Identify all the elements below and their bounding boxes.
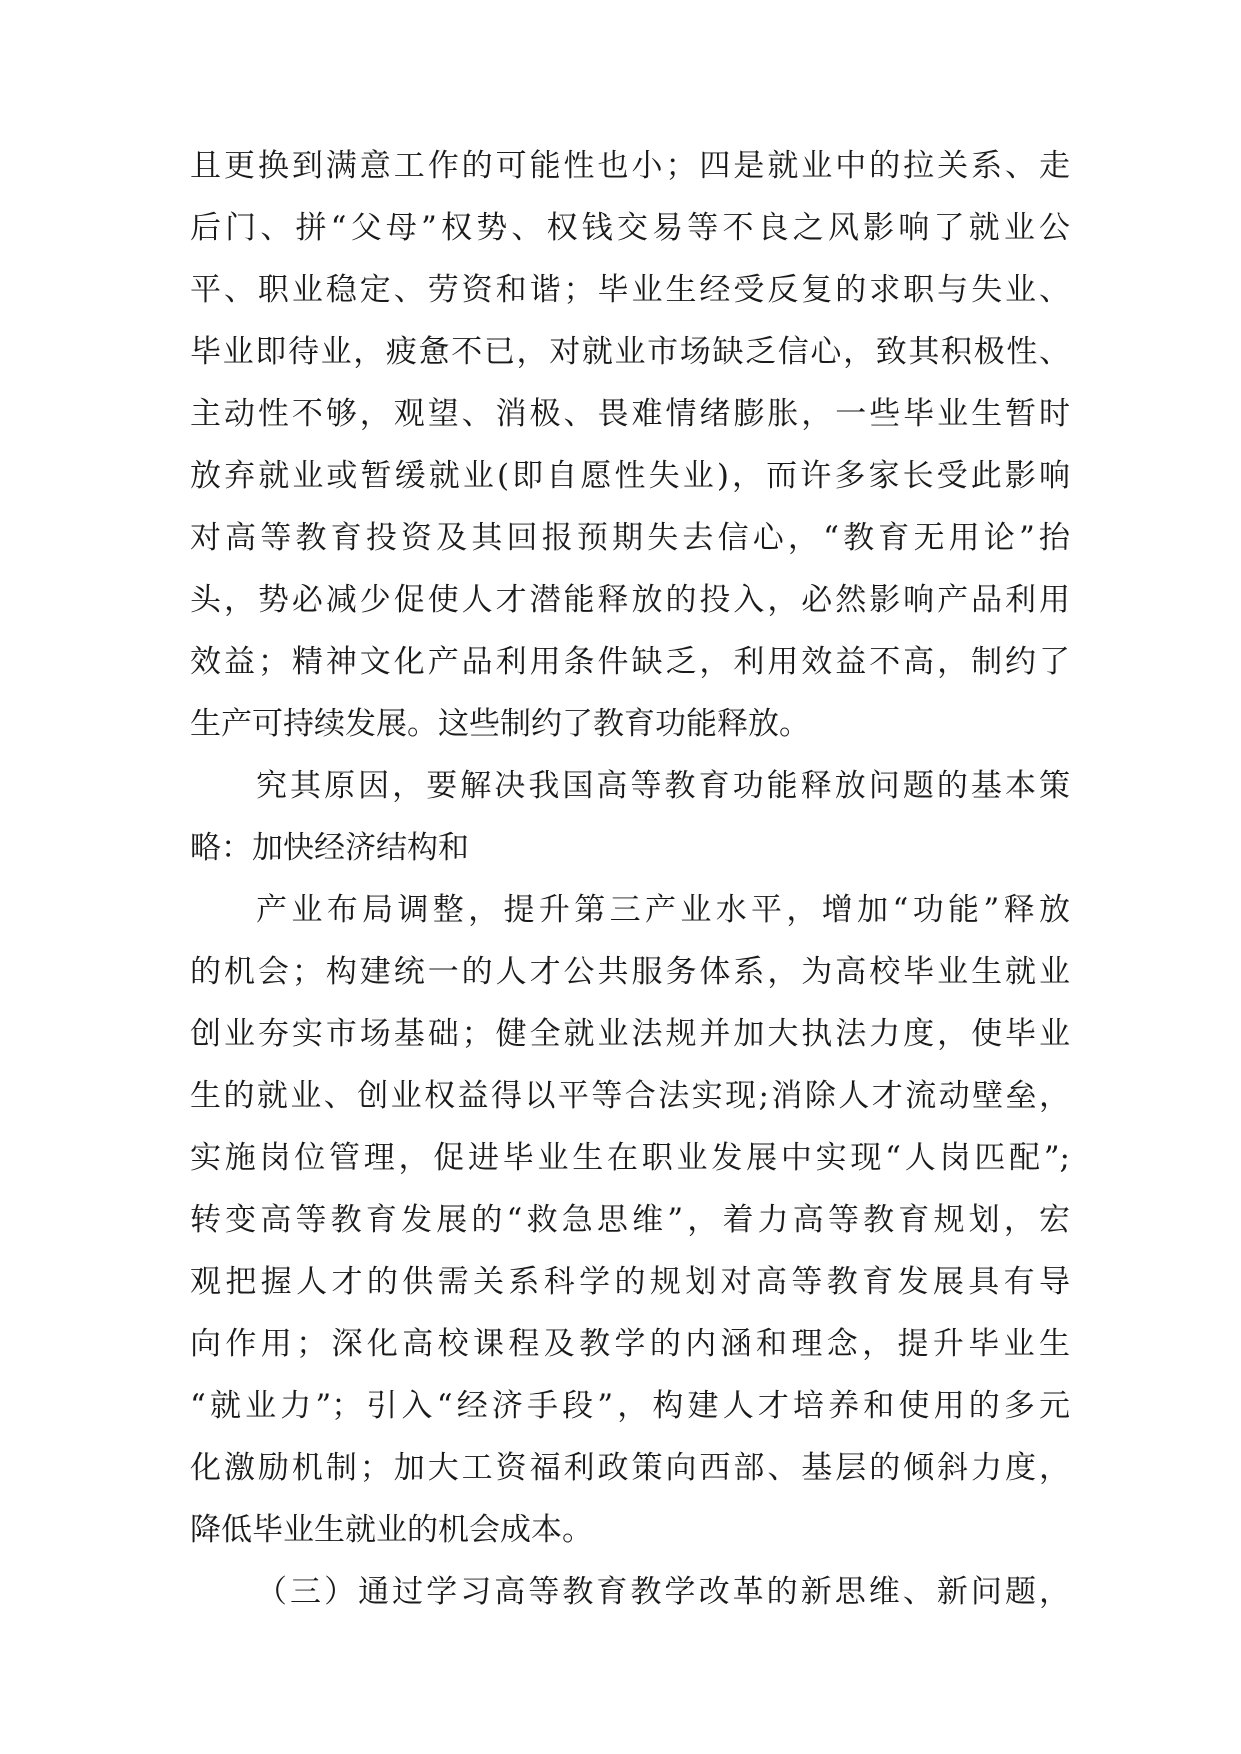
paragraph-first-line: 究其原因，要解决我国高等教育功能释放问题的基本策 [256,768,1070,804]
text-line: 且更换到满意工作的可能性也小；四是就业中的拉关系、走 [190,148,1070,184]
paragraph-end-line: 降低毕业生就业的机会成本。 [190,1512,593,1548]
text-line: 主动性不够，观望、消极、畏难情绪膨胀，一些毕业生暂时 [190,396,1070,432]
text-line: 后门、拼“父母”权势、权钱交易等不良之风影响了就业公 [190,210,1070,246]
text-line: 实施岗位管理，促进毕业生在职业发展中实现“人岗匹配”; [190,1140,1070,1176]
text-line: 的机会；构建统一的人才公共服务体系，为高校毕业生就业 [190,954,1070,990]
text-line: 效益；精神文化产品利用条件缺乏，利用效益不高，制约了 [190,644,1070,680]
text-line: 生的就业、创业权益得以平等合法实现;消除人才流动壁垒， [190,1078,1070,1114]
text-line: 放弃就业或暂缓就业(即自愿性失业)，而许多家长受此影响 [190,458,1070,494]
text-line: 创业夯实市场基础；健全就业法规并加大执法力度，使毕业 [190,1016,1070,1052]
text-line: 毕业即待业，疲惫不已，对就业市场缺乏信心，致其积极性、 [190,334,1070,370]
text-line: 平、职业稳定、劳资和谐；毕业生经受反复的求职与失业、 [190,272,1070,308]
paragraph-end-line: 略：加快经济结构和 [190,830,469,866]
text-line: 对高等教育投资及其回报预期失去信心，“教育无用论”抬 [190,520,1070,556]
text-line: 观把握人才的供需关系科学的规划对高等教育发展具有导 [190,1264,1070,1300]
text-line: 头，势必减少促使人才潜能释放的投入，必然影响产品利用 [190,582,1070,618]
text-line: 向作用；深化高校课程及教学的内涵和理念，提升毕业生 [190,1326,1070,1362]
text-line: 转变高等教育发展的“救急思维”，着力高等教育规划，宏 [190,1202,1070,1238]
section-heading-line: （三）通过学习高等教育教学改革的新思维、新问题， [256,1574,1070,1610]
text-line: “就业力”；引入“经济手段”，构建人才培养和使用的多元 [190,1388,1070,1424]
text-line: 化激励机制；加大工资福利政策向西部、基层的倾斜力度， [190,1450,1070,1486]
paragraph-first-line: 产业布局调整，提升第三产业水平，增加“功能”释放 [256,892,1070,928]
paragraph-end-line: 生产可持续发展。这些制约了教育功能释放。 [190,706,810,742]
